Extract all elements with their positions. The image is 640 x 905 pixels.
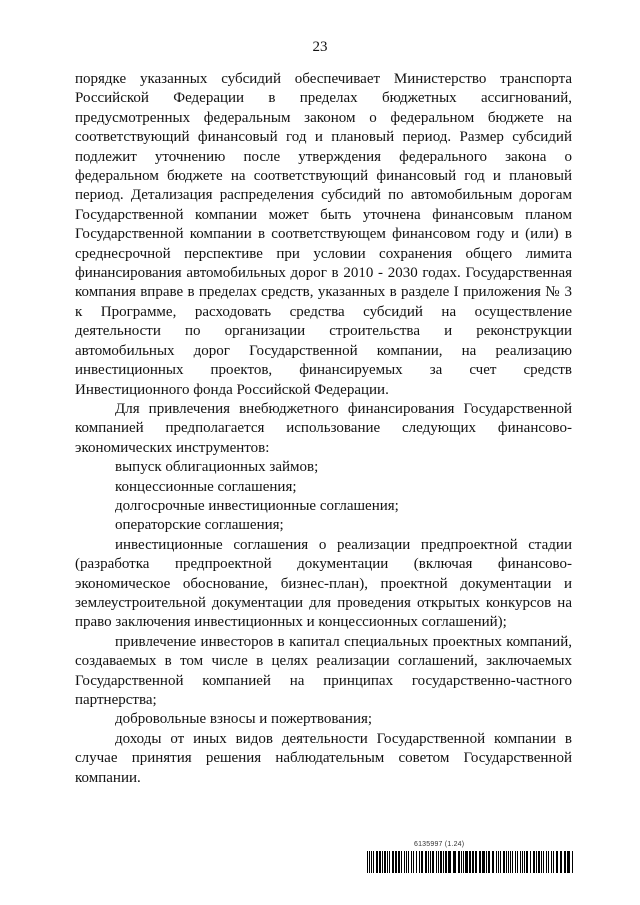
barcode-image [367, 851, 573, 873]
paragraph-1: порядке указанных субсидий обеспечивает Министерство транспорта Российской Федерации в пределах бюджетных ассигнований, предусмотренных федеральным законом о федеральном бюджете на соответствующий финансовый год и плановый период. Размер субсидий подлежит уточнению после утверждения федерального закона о федеральном бюджете на соответствующий финансовый год и плановый период. Детализация распределения субсидий по автомобильным дорогам Государственной компании может быть уточнена финансовым планом Государственной компании в соответствующем финансовом году и (или) в среднесрочной перспективе при условии сохранения общего лимита финансирования автомобильных дорог в 2010 - 2030 годах. Государственная компания вправе в пределах средств, указанных в разделе I приложения № 3 к Программе, расходовать средства субсидий на осуществление деятельности по организации строительства и реконструкции автомобильных дорог Государственной компании, на реализацию инвестиционных проектов, финансируемых за счет средств Инвестиционного фонда Российской Федерации. [75, 71, 572, 398]
list-item: операторские соглашения; [115, 517, 284, 534]
list-item: концессионные соглашения; [115, 478, 297, 495]
list-item: доходы от иных видов деятельности Государственной компании в случае принятия решения наблюдательным советом Государственной компании. [75, 730, 572, 786]
document-code: 6135997 (1.24) [414, 841, 465, 848]
list-item: привлечение инвесторов в капитал специальных проектных компаний, создаваемых в том числе в целях реализации соглашений, заключаемых Государственной компанией на принципах государственно-частного партнерства; [75, 633, 572, 708]
page-number: 23 [312, 39, 328, 55]
body-text [75, 70, 572, 788]
list-item: долгосрочные инвестиционные соглашения; [115, 497, 399, 514]
paragraph-2: Для привлечения внебюджетного финансирования Государственной компанией предполагается использование следующих финансово-экономических инструментов: [75, 400, 572, 456]
list-item: выпуск облигационных займов; [115, 459, 319, 476]
list-item: инвестиционные соглашения о реализации предпроектной стадии (разработка предпроектной документации (включая финансово-экономическое обоснование, бизнес-план), проектной документации и землеустроительной документации для проведения открытых конкурсов на право заключения инвестиционных и концессионных соглашений); [75, 536, 572, 631]
list-item: добровольные взносы и пожертвования; [115, 711, 373, 728]
